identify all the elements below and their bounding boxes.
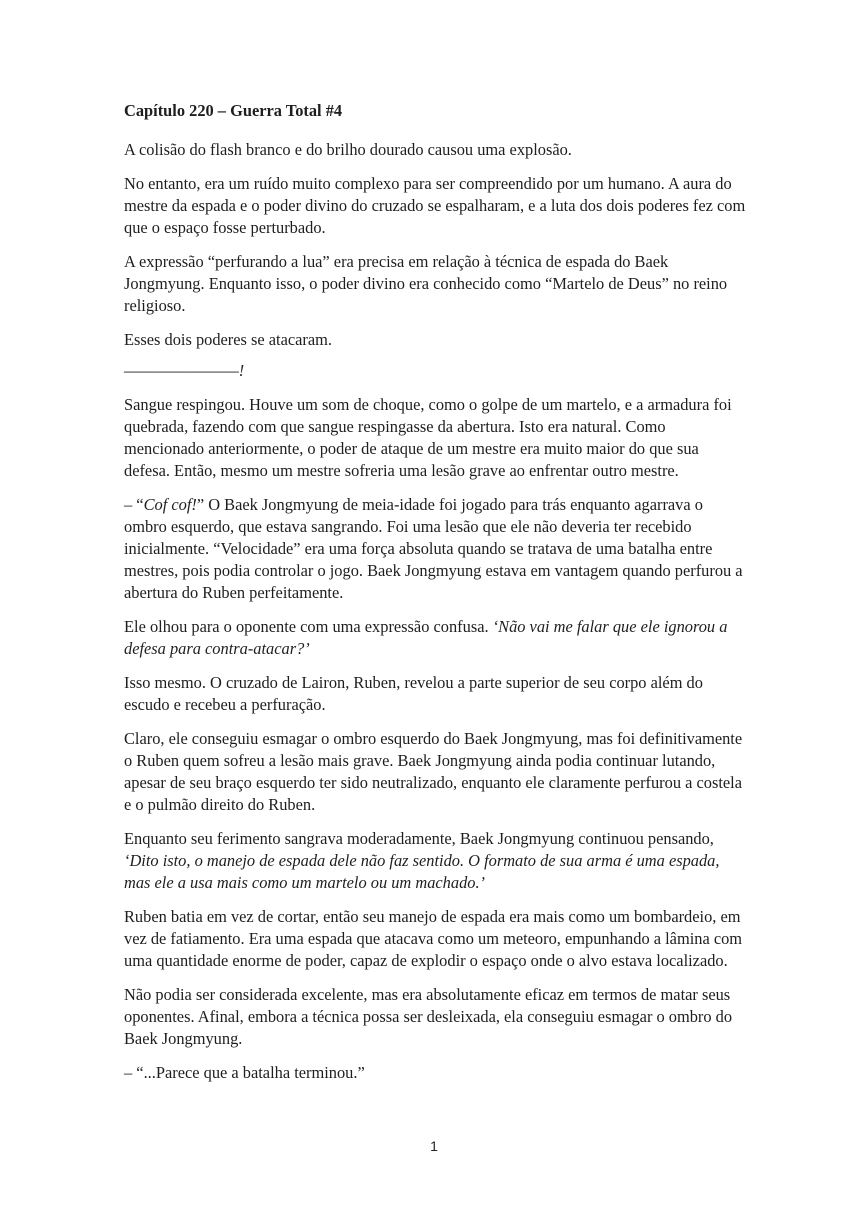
text-run: ——————— (124, 361, 239, 380)
paragraph (124, 494, 748, 604)
paragraph: A colisão do flash branco e do brilho dourado causou uma explosão. (124, 140, 572, 159)
text-run: ” O Baek Jongmyung de meia-idade foi jogado para trás enquanto agarrava o ombro esquerdo, que estava sangrando. Foi uma lesão que ele não deveria ter recebido inicialmente. “Velocidade” era uma força absoluta quando se tratava de uma batalha entre mestres, pois podia controlar o jogo. Baek Jongmyung estava em vantagem quando perfurou a abertura do Ruben perfeitamente. (124, 495, 743, 602)
italic-run: Cof cof! (143, 495, 197, 514)
sound-effect-line (124, 360, 748, 382)
paragraph (124, 828, 748, 894)
paragraph: Sangue respingou. Houve um som de choque, como o golpe de um martelo, e a armadura foi quebrada, fazendo com que sangue respingasse da abertura. Isto era natural. Como mencionado anteriormente, o poder de ataque de um mestre era muito maior do que sua defesa. Então, mesmo um mestre sofreria uma lesão grave ao enfrentar outro mestre. (124, 395, 732, 480)
page-number: 1 (430, 1138, 438, 1154)
italic-run: ‘Não vai me falar que ele ignorou a defesa para contra-atacar?’ (124, 617, 728, 658)
text-run: – “ (124, 495, 144, 514)
text-run: Ele olhou para o oponente com uma expressão confusa. (124, 617, 493, 636)
italic-run: ! (238, 361, 245, 380)
paragraph: Não podia ser considerada excelente, mas era absolutamente eficaz em termos de matar seus oponentes. Afinal, embora a técnica possa ser desleixada, ela conseguiu esmagar o ombro do Baek Jongmyung. (124, 985, 733, 1048)
italic-run: ‘Dito isto, o manejo de espada dele não faz sentido. O formato de sua arma é uma espada, mas ele a usa mais como um martelo ou um machado.’ (124, 851, 720, 892)
chapter-title: Capítulo 220 – Guerra Total #4 (124, 101, 343, 120)
paragraph: No entanto, era um ruído muito complexo para ser compreendido por um humano. A aura do mestre da espada e o poder divino do cruzado se espalharam, e a luta dos dois poderes fez com que o espaço fosse perturbado. (124, 174, 746, 237)
paragraph: Claro, ele conseguiu esmagar o ombro esquerdo do Baek Jongmyung, mas foi definitivamente o Ruben quem sofreu a lesão mais grave. Baek Jongmyung ainda podia continuar lutando, apesar de seu braço esquerdo ter sido neutralizado, enquanto ele claramente perfurou a costela e o pulmão direito do Ruben. (124, 729, 743, 814)
paragraph: Esses dois poderes se atacaram. (124, 330, 332, 349)
paragraph: Ruben batia em vez de cortar, então seu manejo de espada era mais como um bombardeio, em vez de fatiamento. Era uma espada que atacava como um meteoro, empunhando a lâmina com uma quantidade enorme de poder, capaz de explodir o espaço onde o alvo estava localizado. (124, 907, 743, 970)
paragraph (124, 616, 748, 660)
paragraph: Isso mesmo. O cruzado de Lairon, Ruben, revelou a parte superior de seu corpo além do escudo e recebeu a perfuração. (124, 673, 703, 714)
page-content (124, 100, 748, 1096)
paragraph: A expressão “perfurando a lua” era precisa em relação à técnica de espada do Baek Jongmyung. Enquanto isso, o poder divino era conhecido como “Martelo de Deus” no reino religioso. (124, 252, 728, 315)
text-run: Enquanto seu ferimento sangrava moderadamente, Baek Jongmyung continuou pensando, (124, 829, 714, 848)
paragraph: – “...Parece que a batalha terminou.” (124, 1063, 365, 1082)
